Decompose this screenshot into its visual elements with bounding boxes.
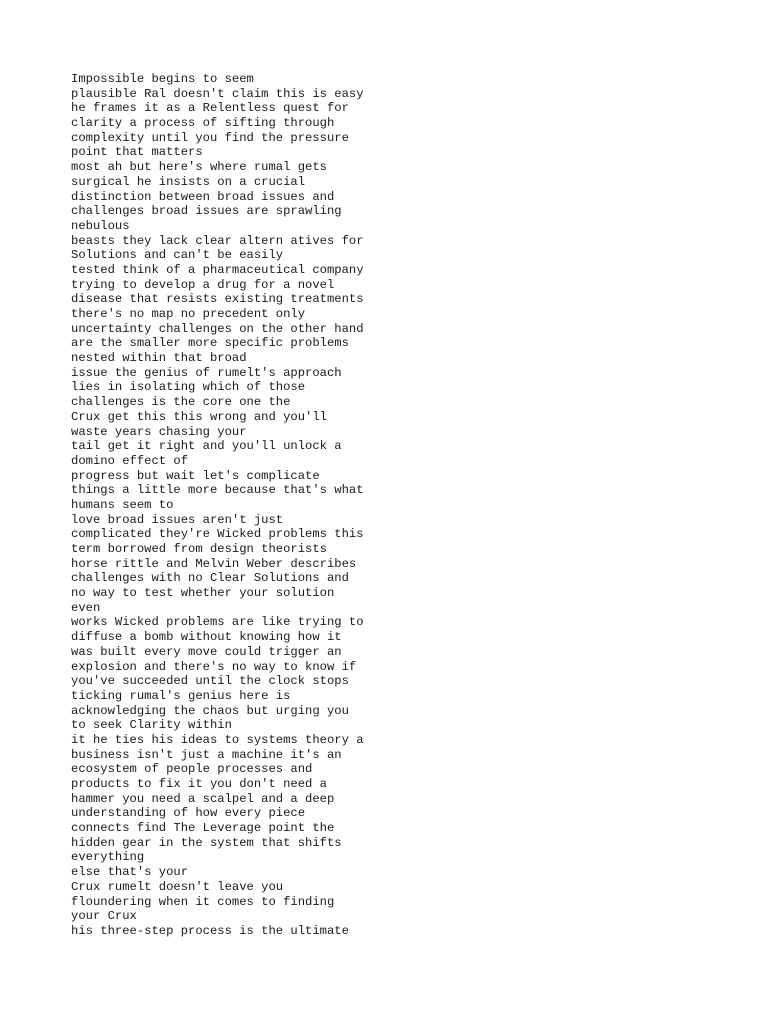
text-line: Crux rumelt doesn't leave you <box>71 879 284 894</box>
text-line: most ah but here's where rumal gets <box>71 160 327 175</box>
text-line: understanding of how every piece <box>71 806 306 821</box>
text-line: was built every move could trigger an <box>71 644 342 659</box>
text-line: distinction between broad issues and <box>71 189 335 204</box>
text-line: disease that resists existing treatments <box>71 292 364 307</box>
text-line: waste years chasing your <box>71 424 247 439</box>
text-line: complexity until you find the pressure <box>71 130 349 145</box>
text-line: floundering when it comes to finding <box>71 894 335 909</box>
text-line: Crux get this this wrong and you'll <box>71 409 327 424</box>
text-line: term borrowed from design theorists <box>71 542 327 556</box>
document-body <box>71 72 751 939</box>
text-line: your Crux <box>71 909 137 924</box>
text-line: his three-step process is the ultimate <box>71 923 349 938</box>
text-line: issue the genius of rumelt's approach <box>71 365 342 380</box>
text-line: ticking rumal's genius here is <box>71 688 291 703</box>
text-line: else that's your <box>71 865 189 880</box>
text-line: tested think of a pharmaceutical company <box>71 262 364 277</box>
text-line: Impossible begins to seem <box>71 72 254 86</box>
text-line: uncertainty challenges on the other hand <box>71 321 364 336</box>
text-line: explosion and there's no way to know if <box>71 659 357 674</box>
text-line: to seek Clarity within <box>71 718 232 733</box>
text-line: domino effect of <box>71 453 189 468</box>
text-line: clarity a process of sifting through <box>71 116 335 131</box>
text-line: even <box>71 600 101 615</box>
text-line: Solutions and can't be easily <box>71 248 284 263</box>
text-line: tail get it right and you'll unlock a <box>71 439 342 454</box>
text-line: lies in isolating which of those <box>71 380 306 395</box>
text-line: works Wicked problems are like trying to <box>71 615 364 630</box>
text-line: trying to develop a drug for a novel <box>71 277 335 292</box>
text-line: horse rittle and Melvin Weber describes <box>71 556 357 571</box>
text-line: love broad issues aren't just <box>71 512 284 527</box>
text-line: challenges with no Clear Solutions and <box>71 571 349 586</box>
text-line: nested within that broad <box>71 351 247 366</box>
text-line: point that matters <box>71 145 203 160</box>
text-line: everything <box>71 850 145 865</box>
text-line: business isn't just a machine it's an <box>71 747 342 762</box>
text-line: there's no map no precedent only <box>71 307 306 321</box>
text-line: you've succeeded until the clock stops <box>71 674 349 689</box>
text-line: beasts they lack clear altern atives for <box>71 233 364 248</box>
text-line: are the smaller more specific problems <box>71 336 349 351</box>
text-line: complicated they're Wicked problems this <box>71 527 364 542</box>
text-line: ecosystem of people processes and <box>71 762 313 777</box>
text-line: challenges is the core one the <box>71 395 291 410</box>
text-line: it he ties his ideas to systems theory a <box>71 732 364 747</box>
text-line: he frames it as a Relentless quest for <box>71 101 349 116</box>
text-line: connects find The Leverage point the <box>71 821 335 836</box>
text-line: hammer you need a scalpel and a deep <box>71 791 335 806</box>
text-line: plausible Ral doesn't claim this is easy <box>71 86 364 101</box>
text-line: acknowledging the chaos but urging you <box>71 703 349 718</box>
text-line: surgical he insists on a crucial <box>71 174 306 189</box>
text-line: things a little more because that's what <box>71 483 364 498</box>
text-line: nebulous <box>71 218 130 233</box>
text-line: diffuse a bomb without knowing how it <box>71 630 342 645</box>
text-line: progress but wait let's complicate <box>71 468 320 483</box>
text-line: no way to test whether your solution <box>71 586 335 601</box>
text-line: products to fix it you don't need a <box>71 777 327 791</box>
text-line: challenges broad issues are sprawling <box>71 204 342 219</box>
text-line: hidden gear in the system that shifts <box>71 835 342 850</box>
text-line: humans seem to <box>71 497 174 512</box>
